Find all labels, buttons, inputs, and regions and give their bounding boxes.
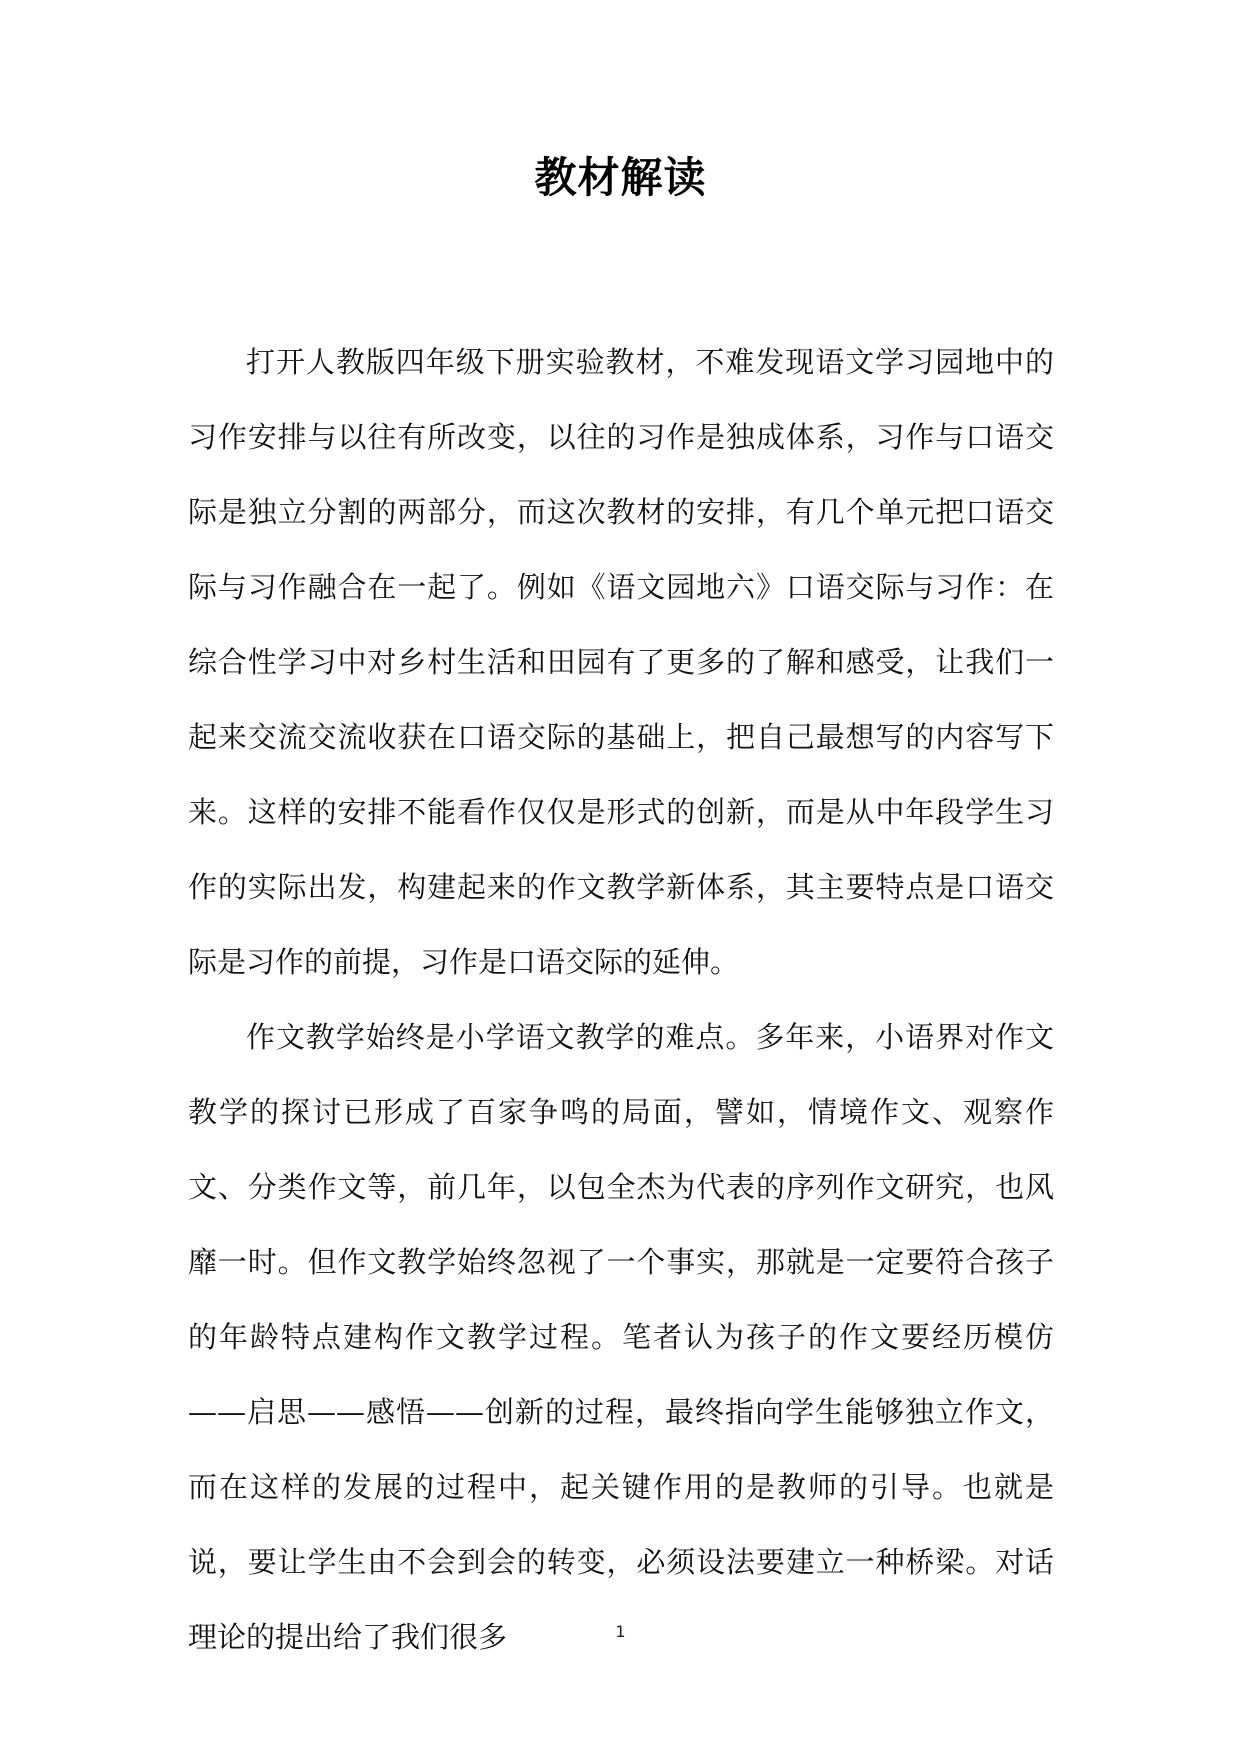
paragraph-2: 作文教学始终是小学语文教学的难点。多年来，小语界对作文教学的探讨已形成了百家争鸣的局面，譬如，情境作文、观察作文、分类作文等，前几年，以包全杰为代表的序列作文研究，也风靡一时。但作文教学始终忽视了一个事实，那就是一定要符合孩子的年龄特点建构作文教学过程。笔者认为孩子的作文要经历模仿——启思——感悟——创新的过程，最终指向学生能够独立作文，而在这样的发展的过程中，起关键作用的是教师的引导。也就是说，要让学生由不会到会的转变，必须设法要建立一种桥梁。对话理论的提出给了我们很多 xyxy=(188,1020,1054,1654)
document-body xyxy=(188,325,1054,1675)
page-number: 1 xyxy=(615,1622,626,1641)
document-title: 教材解读 xyxy=(534,153,707,202)
paragraph-1: 打开人教版四年级下册实验教材，不难发现语文学习园地中的习作安排与以往有所改变，以往的习作是独成体系，习作与口语交际是独立分割的两部分，而这次教材的安排，有几个单元把口语交际与习作融合在一起了。例如《语文园地六》口语交际与习作：在综合性学习中对乡村生活和田园有了更多的了解和感受，让我们一起来交流交流收获在口语交际的基础上，把自己最想写的内容写下来。这样的安排不能看作仅仅是形式的创新，而是从中年段学生习作的实际出发，构建起来的作文教学新体系，其主要特点是口语交际是习作的前提，习作是口语交际的延伸。 xyxy=(188,345,1054,979)
